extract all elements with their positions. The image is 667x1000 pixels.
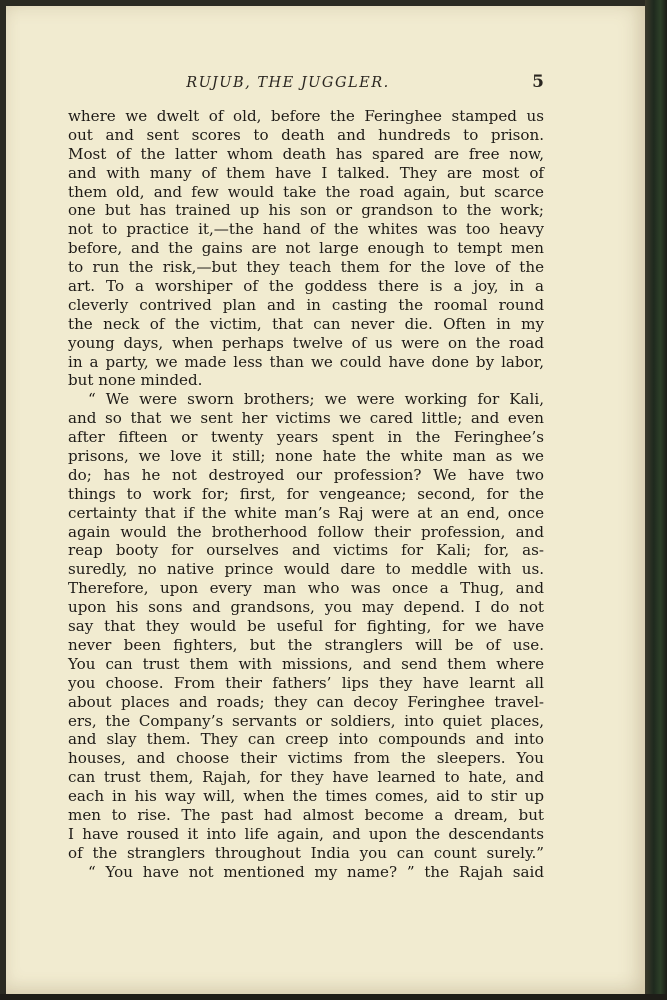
text-line: you choose. From their fathers’ lips they have learnt all xyxy=(68,673,544,692)
text-line: again would the brotherhood follow their profession, and xyxy=(68,522,544,541)
body-text xyxy=(68,107,544,882)
text-line: where we dwelt of old, before the Feringhee stamped us xyxy=(68,107,544,125)
text-line: I have roused it into life again, and upon the descendants xyxy=(68,824,544,843)
text-line: young days, when perhaps twelve of us were on the road xyxy=(68,333,544,352)
text-line: of the stranglers throughout India you can count surely.” xyxy=(68,843,544,862)
text-line: in a party, we made less than we could have done by labor, xyxy=(68,352,544,371)
text-line: “ We were sworn brothers; we were working for Kali, xyxy=(88,390,544,409)
running-title: RUJUB, THE JUGGLER. xyxy=(186,75,390,91)
text-line: the neck of the victim, that can never die. Often in my xyxy=(68,314,544,333)
text-line: but none minded. xyxy=(68,371,203,390)
text-line: certainty that if the white man’s Raj were at an end, once xyxy=(68,503,544,522)
text-line: say that they would be useful for fighting, for we have xyxy=(68,617,544,636)
text-line: art. To a worshiper of the goddess there is a joy, in a xyxy=(68,277,544,296)
text-line: about places and roads; they can decoy Feringhee travel- xyxy=(68,692,544,711)
text-line: each in his way will, when the times comes, aid to stir up xyxy=(68,787,544,806)
text-line: reap booty for ourselves and victims for Kali; for, as- xyxy=(68,541,544,560)
text-line: can trust them, Rajah, for they have learned to hate, and xyxy=(68,768,544,787)
text-line: Most of the latter whom death has spared are free now, xyxy=(68,144,544,163)
text-line: Therefore, upon every man who was once a Thug, and xyxy=(68,579,544,598)
text-line: never been fighters, but the stranglers will be of use. xyxy=(68,635,544,654)
text-line: You can trust them with missions, and send them where xyxy=(68,654,544,673)
text-line: cleverly contrived plan and in casting the roomal round xyxy=(68,295,544,314)
text-line: and so that we sent her victims we cared little; and even xyxy=(68,409,544,428)
text-line: them old, and few would take the road again, but scarce xyxy=(68,182,544,201)
text-line: not to practice it,—the hand of the whites was too heavy xyxy=(68,220,544,239)
page-bottom-edge xyxy=(0,994,667,1000)
text-line: before, and the gains are not large enough to tempt men xyxy=(68,239,544,258)
running-header xyxy=(68,72,544,94)
text-line: and slay them. They can creep into compounds and into xyxy=(68,730,544,749)
text-line: “ You have not mentioned my name? ” the Rajah said xyxy=(88,862,544,881)
text-line: men to rise. The past had almost become a dream, but xyxy=(68,805,544,824)
text-line: and with many of them have I talked. They are most of xyxy=(68,163,544,182)
text-line: things to work for; first, for vengeance; second, for the xyxy=(68,484,544,503)
text-line: out and sent scores to death and hundreds to prison. xyxy=(68,125,544,144)
text-line: upon his sons and grandsons, you may depend. I do not xyxy=(68,598,544,617)
text-line: suredly, no native prince would dare to meddle with us. xyxy=(68,560,544,579)
text-line: ers, the Company’s servants or soldiers, into quiet places, xyxy=(68,711,544,730)
text-line: one but has trained up his son or grandson to the work; xyxy=(68,201,544,220)
text-line: houses, and choose their victims from the sleepers. You xyxy=(68,749,544,768)
page-number: 5 xyxy=(532,72,544,92)
book-binding-edge xyxy=(645,0,667,1000)
text-line: do; has he not destroyed our profession? We have two xyxy=(68,465,544,484)
text-line: prisons, we love it still; none hate the white man as we xyxy=(68,447,544,466)
text-line: after fifteen or twenty years spent in the Feringhee’s xyxy=(68,428,544,447)
text-line: to run the risk,—but they teach them for the love of the xyxy=(68,258,544,277)
